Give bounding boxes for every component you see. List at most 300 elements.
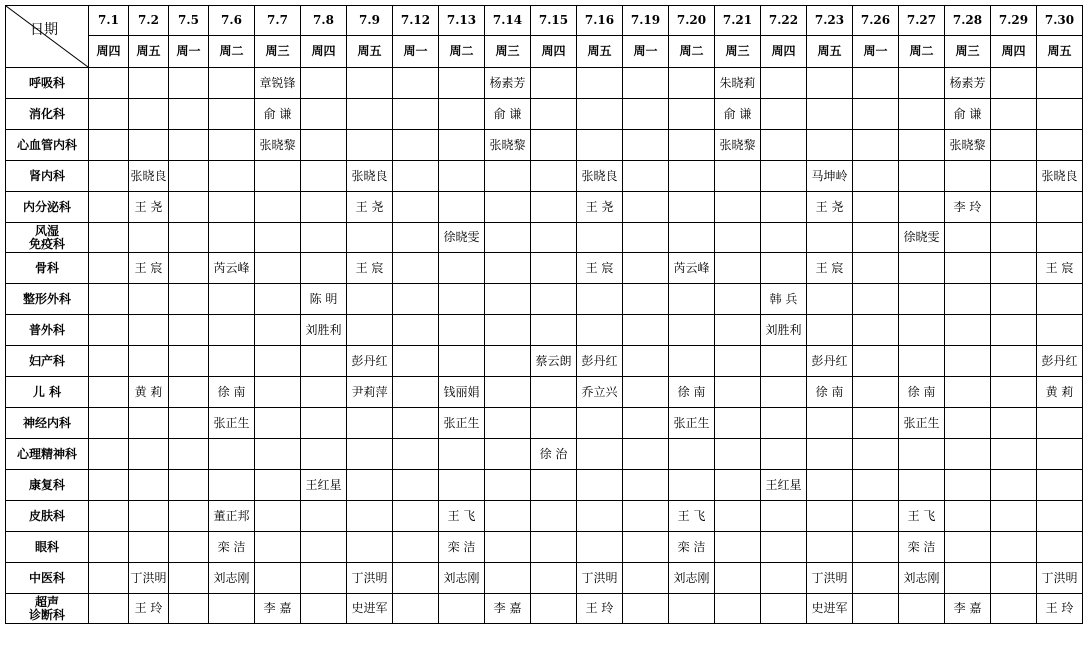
doctor-cell xyxy=(485,253,531,284)
doctor-cell xyxy=(89,377,129,408)
doctor-cell xyxy=(853,532,899,563)
doctor-cell xyxy=(991,439,1037,470)
doctor-cell xyxy=(209,439,255,470)
doctor-cell: 彭丹红 xyxy=(577,346,623,377)
doctor-cell: 张晓黎 xyxy=(485,130,531,161)
doctor-cell xyxy=(669,68,715,99)
doctor-cell: 彭丹红 xyxy=(807,346,853,377)
doctor-cell xyxy=(577,532,623,563)
doctor-cell xyxy=(255,501,301,532)
doctor-cell xyxy=(169,99,209,130)
table-row xyxy=(6,315,1083,346)
doctor-cell xyxy=(623,346,669,377)
department-cell xyxy=(6,223,89,253)
doctor-cell: 刘胜利 xyxy=(301,315,347,346)
doctor-cell: 黄 莉 xyxy=(129,377,169,408)
doctor-cell xyxy=(89,315,129,346)
doctor-cell xyxy=(531,253,577,284)
weekday-header-cell: 周三 xyxy=(485,36,531,68)
doctor-cell xyxy=(301,563,347,594)
doctor-cell xyxy=(761,99,807,130)
doctor-cell xyxy=(1037,192,1083,223)
doctor-cell xyxy=(169,192,209,223)
doctor-cell xyxy=(89,346,129,377)
doctor-cell: 芮云峰 xyxy=(669,253,715,284)
date-header-cell: 7.21 xyxy=(715,6,761,36)
table-row xyxy=(6,192,1083,223)
department-cell xyxy=(6,346,89,377)
doctor-cell: 王 尧 xyxy=(347,192,393,223)
doctor-cell xyxy=(393,377,439,408)
doctor-cell xyxy=(531,563,577,594)
doctor-cell xyxy=(89,470,129,501)
doctor-cell xyxy=(1037,130,1083,161)
doctor-cell: 丁洪明 xyxy=(807,563,853,594)
doctor-cell xyxy=(669,192,715,223)
doctor-cell xyxy=(439,161,485,192)
weekday-header-cell: 周二 xyxy=(209,36,255,68)
doctor-cell xyxy=(485,501,531,532)
doctor-cell xyxy=(853,377,899,408)
department-cell xyxy=(6,594,89,624)
doctor-cell xyxy=(577,315,623,346)
doctor-cell: 杨素芳 xyxy=(485,68,531,99)
doctor-cell: 张晓黎 xyxy=(945,130,991,161)
table-row xyxy=(6,439,1083,470)
weekday-header-cell: 周一 xyxy=(623,36,669,68)
doctor-cell: 芮云峰 xyxy=(209,253,255,284)
doctor-cell xyxy=(991,130,1037,161)
doctor-cell: 刘志刚 xyxy=(209,563,255,594)
doctor-cell: 李 嘉 xyxy=(485,594,531,624)
doctor-cell xyxy=(129,346,169,377)
doctor-cell xyxy=(255,563,301,594)
doctor-cell xyxy=(945,223,991,253)
doctor-cell xyxy=(89,408,129,439)
doctor-cell xyxy=(347,439,393,470)
doctor-cell xyxy=(623,315,669,346)
doctor-cell: 俞 谦 xyxy=(715,99,761,130)
doctor-cell xyxy=(669,315,715,346)
doctor-cell xyxy=(485,161,531,192)
doctor-cell xyxy=(89,532,129,563)
doctor-cell xyxy=(347,284,393,315)
doctor-cell xyxy=(209,130,255,161)
doctor-cell xyxy=(209,284,255,315)
doctor-cell xyxy=(577,68,623,99)
weekday-header-cell: 周五 xyxy=(577,36,623,68)
doctor-cell xyxy=(807,68,853,99)
doctor-cell xyxy=(669,439,715,470)
doctor-cell xyxy=(89,68,129,99)
doctor-cell xyxy=(209,192,255,223)
doctor-cell xyxy=(853,346,899,377)
department-cell xyxy=(6,68,89,99)
weekday-header-cell: 周五 xyxy=(807,36,853,68)
weekday-header-cell: 周二 xyxy=(669,36,715,68)
doctor-cell xyxy=(485,563,531,594)
doctor-cell xyxy=(89,594,129,624)
doctor-cell xyxy=(853,501,899,532)
doctor-cell: 张晓黎 xyxy=(715,130,761,161)
doctor-cell xyxy=(669,470,715,501)
doctor-cell xyxy=(899,253,945,284)
doctor-cell xyxy=(807,439,853,470)
doctor-cell xyxy=(623,532,669,563)
schedule-wrapper xyxy=(5,5,1083,624)
doctor-cell xyxy=(89,161,129,192)
doctor-cell: 王 宸 xyxy=(577,253,623,284)
doctor-cell xyxy=(255,532,301,563)
doctor-cell xyxy=(347,223,393,253)
doctor-cell xyxy=(485,315,531,346)
department-label: 呼吸科 xyxy=(28,75,65,90)
doctor-cell xyxy=(991,470,1037,501)
doctor-cell xyxy=(715,501,761,532)
doctor-cell: 张正生 xyxy=(669,408,715,439)
date-header-cell: 7.7 xyxy=(255,6,301,36)
doctor-cell xyxy=(169,563,209,594)
doctor-cell xyxy=(301,408,347,439)
doctor-cell: 刘胜利 xyxy=(761,315,807,346)
doctor-cell: 李 玲 xyxy=(945,192,991,223)
doctor-cell xyxy=(347,532,393,563)
doctor-cell xyxy=(89,130,129,161)
doctor-cell xyxy=(991,315,1037,346)
doctor-cell xyxy=(347,99,393,130)
date-header-cell: 7.22 xyxy=(761,6,807,36)
doctor-cell xyxy=(393,192,439,223)
doctor-cell: 乔立兴 xyxy=(577,377,623,408)
doctor-cell xyxy=(531,68,577,99)
doctor-cell xyxy=(169,315,209,346)
doctor-cell xyxy=(761,68,807,99)
doctor-cell xyxy=(169,284,209,315)
doctor-cell xyxy=(945,346,991,377)
doctor-cell: 丁洪明 xyxy=(1037,563,1083,594)
doctor-cell xyxy=(169,346,209,377)
doctor-cell xyxy=(807,223,853,253)
doctor-cell xyxy=(301,377,347,408)
date-header-cell: 7.6 xyxy=(209,6,255,36)
department-cell xyxy=(6,315,89,346)
doctor-cell xyxy=(89,563,129,594)
doctor-cell xyxy=(439,192,485,223)
date-header-cell: 7.2 xyxy=(129,6,169,36)
doctor-cell xyxy=(761,439,807,470)
doctor-cell xyxy=(623,161,669,192)
doctor-cell: 徐 南 xyxy=(807,377,853,408)
doctor-cell xyxy=(301,223,347,253)
doctor-cell xyxy=(761,253,807,284)
date-header-row xyxy=(6,6,1083,36)
doctor-cell xyxy=(853,408,899,439)
doctor-cell: 陈 明 xyxy=(301,284,347,315)
doctor-cell xyxy=(991,284,1037,315)
doctor-cell xyxy=(991,532,1037,563)
doctor-cell xyxy=(991,563,1037,594)
doctor-cell xyxy=(853,253,899,284)
department-label: 风湿 xyxy=(34,223,59,238)
doctor-cell xyxy=(577,408,623,439)
doctor-cell xyxy=(761,563,807,594)
doctor-cell xyxy=(169,439,209,470)
table-row xyxy=(6,501,1083,532)
doctor-cell xyxy=(393,253,439,284)
doctor-cell xyxy=(945,284,991,315)
doctor-cell xyxy=(899,68,945,99)
doctor-cell xyxy=(89,501,129,532)
department-label: 儿 科 xyxy=(32,384,62,399)
doctor-cell: 王 尧 xyxy=(577,192,623,223)
doctor-cell xyxy=(945,501,991,532)
department-label: 眼科 xyxy=(34,539,59,554)
doctor-cell xyxy=(301,161,347,192)
doctor-cell xyxy=(715,315,761,346)
doctor-cell xyxy=(169,594,209,624)
doctor-cell xyxy=(169,377,209,408)
doctor-cell: 张晓良 xyxy=(1037,161,1083,192)
doctor-cell xyxy=(761,223,807,253)
doctor-cell xyxy=(255,284,301,315)
doctor-cell xyxy=(393,161,439,192)
doctor-cell xyxy=(945,532,991,563)
department-label: 妇产科 xyxy=(28,353,65,368)
department-cell xyxy=(6,470,89,501)
doctor-cell xyxy=(439,284,485,315)
department-cell xyxy=(6,253,89,284)
doctor-cell xyxy=(669,284,715,315)
doctor-cell xyxy=(255,315,301,346)
weekday-header-cell: 周五 xyxy=(1037,36,1083,68)
doctor-cell xyxy=(301,501,347,532)
doctor-cell xyxy=(439,594,485,624)
table-row xyxy=(6,377,1083,408)
weekday-header-cell: 周四 xyxy=(301,36,347,68)
doctor-cell xyxy=(301,439,347,470)
doctor-cell: 栾 洁 xyxy=(669,532,715,563)
doctor-cell xyxy=(991,99,1037,130)
doctor-cell xyxy=(347,315,393,346)
doctor-cell: 朱晓莉 xyxy=(715,68,761,99)
doctor-cell xyxy=(393,439,439,470)
doctor-cell xyxy=(899,192,945,223)
doctor-cell: 杨素芳 xyxy=(945,68,991,99)
doctor-cell xyxy=(485,284,531,315)
weekday-header-cell: 周四 xyxy=(531,36,577,68)
doctor-cell xyxy=(89,99,129,130)
doctor-cell xyxy=(853,161,899,192)
doctor-cell xyxy=(439,130,485,161)
doctor-cell: 彭丹红 xyxy=(1037,346,1083,377)
department-cell xyxy=(6,532,89,563)
doctor-cell xyxy=(255,253,301,284)
department-cell xyxy=(6,192,89,223)
doctor-cell xyxy=(439,346,485,377)
doctor-cell xyxy=(991,377,1037,408)
doctor-cell: 马坤岭 xyxy=(807,161,853,192)
doctor-cell xyxy=(89,439,129,470)
doctor-cell xyxy=(209,470,255,501)
department-label: 消化科 xyxy=(28,106,65,121)
doctor-cell xyxy=(623,439,669,470)
doctor-cell xyxy=(577,99,623,130)
doctor-cell: 史进军 xyxy=(347,594,393,624)
date-header-cell: 7.29 xyxy=(991,6,1037,36)
date-header-cell: 7.27 xyxy=(899,6,945,36)
department-label: 心理精神科 xyxy=(16,446,77,461)
doctor-cell xyxy=(255,161,301,192)
doctor-cell xyxy=(899,470,945,501)
table-row xyxy=(6,223,1083,253)
doctor-cell xyxy=(899,130,945,161)
doctor-cell: 栾 洁 xyxy=(439,532,485,563)
doctor-cell xyxy=(169,408,209,439)
doctor-cell xyxy=(347,68,393,99)
date-header-cell: 7.28 xyxy=(945,6,991,36)
doctor-cell xyxy=(209,223,255,253)
doctor-cell xyxy=(945,408,991,439)
doctor-cell xyxy=(991,68,1037,99)
doctor-cell: 王 飞 xyxy=(899,501,945,532)
doctor-cell xyxy=(255,346,301,377)
doctor-cell xyxy=(623,377,669,408)
doctor-cell xyxy=(129,439,169,470)
doctor-cell xyxy=(531,223,577,253)
doctor-cell xyxy=(945,470,991,501)
doctor-cell xyxy=(485,408,531,439)
department-label: 中医科 xyxy=(28,570,65,585)
doctor-cell xyxy=(129,68,169,99)
department-label: 骨科 xyxy=(34,260,59,275)
doctor-cell xyxy=(715,253,761,284)
doctor-cell: 张晓良 xyxy=(347,161,393,192)
date-header-cell: 7.13 xyxy=(439,6,485,36)
doctor-cell xyxy=(301,594,347,624)
doctor-cell: 张晓良 xyxy=(129,161,169,192)
doctor-cell xyxy=(623,130,669,161)
doctor-cell xyxy=(669,223,715,253)
doctor-cell: 章锐锋 xyxy=(255,68,301,99)
doctor-cell xyxy=(899,594,945,624)
doctor-cell xyxy=(1037,439,1083,470)
weekday-header-cell: 周三 xyxy=(715,36,761,68)
doctor-cell xyxy=(209,315,255,346)
doctor-cell xyxy=(945,161,991,192)
doctor-cell: 张正生 xyxy=(439,408,485,439)
doctor-cell xyxy=(169,68,209,99)
doctor-cell xyxy=(531,315,577,346)
doctor-cell xyxy=(347,501,393,532)
department-label: 心血管内科 xyxy=(16,137,77,152)
doctor-cell xyxy=(531,408,577,439)
doctor-cell xyxy=(899,284,945,315)
doctor-cell xyxy=(715,532,761,563)
doctor-cell: 王 尧 xyxy=(129,192,169,223)
doctor-cell xyxy=(531,130,577,161)
doctor-cell: 俞 谦 xyxy=(945,99,991,130)
doctor-cell xyxy=(945,253,991,284)
doctor-cell xyxy=(853,284,899,315)
doctor-cell xyxy=(623,99,669,130)
date-header-cell: 7.5 xyxy=(169,6,209,36)
table-row xyxy=(6,408,1083,439)
doctor-cell xyxy=(623,253,669,284)
doctor-cell xyxy=(1037,470,1083,501)
table-row xyxy=(6,161,1083,192)
doctor-cell xyxy=(853,439,899,470)
doctor-cell xyxy=(301,68,347,99)
doctor-cell xyxy=(761,377,807,408)
weekday-header-cell: 周二 xyxy=(439,36,485,68)
weekday-header-row xyxy=(6,36,1083,68)
doctor-cell xyxy=(715,470,761,501)
doctor-cell xyxy=(853,192,899,223)
doctor-cell xyxy=(623,192,669,223)
doctor-cell xyxy=(577,130,623,161)
doctor-cell: 李 嘉 xyxy=(255,594,301,624)
weekday-header-cell: 周三 xyxy=(255,36,301,68)
department-label: 诊断科 xyxy=(28,607,65,622)
doctor-cell: 王 玲 xyxy=(577,594,623,624)
doctor-cell xyxy=(485,532,531,563)
doctor-cell xyxy=(531,99,577,130)
doctor-cell xyxy=(393,501,439,532)
doctor-cell xyxy=(1037,315,1083,346)
doctor-cell xyxy=(761,532,807,563)
weekday-header-cell: 周三 xyxy=(945,36,991,68)
doctor-cell xyxy=(301,346,347,377)
doctor-cell: 栾 洁 xyxy=(209,532,255,563)
doctor-cell xyxy=(169,161,209,192)
doctor-cell xyxy=(761,346,807,377)
department-cell xyxy=(6,130,89,161)
doctor-cell xyxy=(129,284,169,315)
doctor-cell: 俞 谦 xyxy=(485,99,531,130)
weekday-header-cell: 周五 xyxy=(129,36,169,68)
doctor-cell: 丁洪明 xyxy=(129,563,169,594)
doctor-cell xyxy=(623,284,669,315)
doctor-cell xyxy=(169,501,209,532)
table-row xyxy=(6,68,1083,99)
duty-schedule-table xyxy=(5,5,1083,624)
doctor-cell xyxy=(301,130,347,161)
doctor-cell: 徐 南 xyxy=(669,377,715,408)
doctor-cell xyxy=(715,408,761,439)
doctor-cell xyxy=(807,470,853,501)
doctor-cell xyxy=(1037,99,1083,130)
weekday-header-cell: 周一 xyxy=(169,36,209,68)
table-row xyxy=(6,532,1083,563)
doctor-cell xyxy=(531,532,577,563)
weekday-header-cell: 周四 xyxy=(991,36,1037,68)
doctor-cell xyxy=(255,377,301,408)
doctor-cell xyxy=(301,99,347,130)
doctor-cell xyxy=(169,130,209,161)
doctor-cell: 栾 洁 xyxy=(899,532,945,563)
doctor-cell xyxy=(991,192,1037,223)
doctor-cell: 王红星 xyxy=(761,470,807,501)
doctor-cell: 韩 兵 xyxy=(761,284,807,315)
doctor-cell: 王 飞 xyxy=(439,501,485,532)
doctor-cell: 钱丽娟 xyxy=(439,377,485,408)
corner-label: 日期 xyxy=(30,22,58,38)
doctor-cell xyxy=(393,68,439,99)
doctor-cell xyxy=(715,346,761,377)
doctor-cell xyxy=(991,594,1037,624)
doctor-cell xyxy=(347,130,393,161)
department-label: 整形外科 xyxy=(22,291,71,306)
